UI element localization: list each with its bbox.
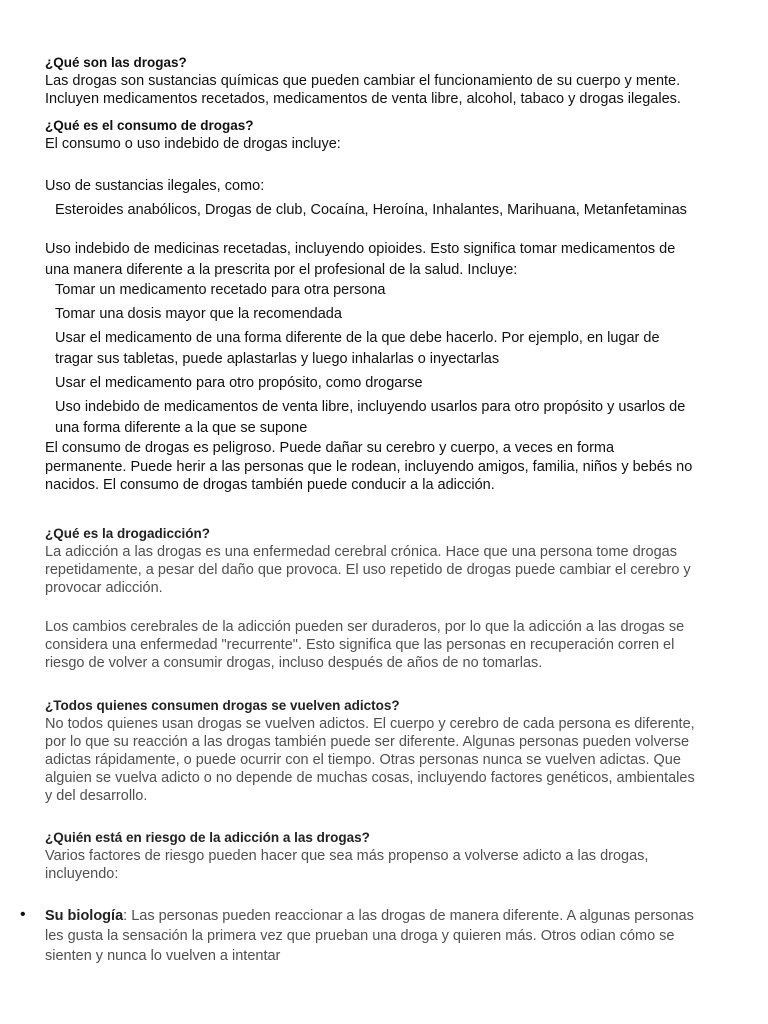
bullet-text: : Las personas pueden reaccionar a las drogas de manera diferente. A algunas personas (123, 908, 694, 924)
heading-riesgo-adiccion: ¿Quién está en riesgo de la adicción a las drogas? (45, 830, 370, 845)
list-item: Tomar una dosis mayor que la recomendada (55, 306, 342, 322)
bullet-term: Su biología (45, 908, 124, 924)
paragraph-line: permanente. Puede herir a las personas que le rodean, incluyendo amigos, familia, niños y bebés no (45, 459, 693, 475)
paragraph-line: Las drogas son sustancias químicas que pueden cambiar el funcionamiento de su cuerpo y mente. (45, 73, 681, 89)
paragraph-line: por lo que su reacción a las drogas también puede ser diferente. Algunas personas pueden volverse (45, 734, 690, 750)
heading-que-son-las-drogas: ¿Qué son las drogas? (45, 55, 187, 70)
list-item: Usar el medicamento para otro propósito, como drogarse (55, 375, 423, 391)
substance-list: Esteroides anabólicos, Drogas de club, Cocaína, Heroína, Inhalantes, Marihuana, Metanfetaminas (55, 202, 687, 218)
paragraph-line: una manera diferente a la prescrita por el profesional de la salud. Incluye: (45, 262, 518, 278)
bullet-item-biologia (20, 906, 745, 966)
heading-todos-adictos: ¿Todos quienes consumen drogas se vuelven adictos? (45, 698, 400, 713)
paragraph-line: Varios factores de riesgo pueden hacer que sea más propenso a volverse adicto a las drogas, (45, 848, 649, 864)
bullet-line (45, 906, 745, 926)
paragraph-line: La adicción a las drogas es una enfermedad cerebral crónica. Hace que una persona tome drogas (45, 544, 677, 560)
paragraph-line: nacidos. El consumo de drogas también puede conducir a la adicción. (45, 477, 495, 493)
paragraph-line: alguien se vuelva adicto o no depende de muchas cosas, incluyendo factores genéticos, ambientales (45, 770, 695, 786)
bullet-line: sienten y nunca lo vuelven a intentar (45, 948, 281, 964)
heading-drogadiccion: ¿Qué es la drogadicción? (45, 526, 211, 541)
paragraph-line: Uso indebido de medicinas recetadas, incluyendo opioides. Esto significa tomar medicamentos de (45, 241, 676, 257)
paragraph-line: Incluyen medicamentos recetados, medicamentos de venta libre, alcohol, tabaco y drogas ilegales. (45, 91, 681, 107)
paragraph-line: considera una enfermedad "recurrente". Esto significa que las personas en recuperación corren el (45, 637, 675, 653)
heading-consumo-de-drogas: ¿Qué es el consumo de drogas? (45, 118, 254, 133)
paragraph-line: provocar adicción. (45, 580, 163, 596)
bullet-line: les gusta la sensación la primera vez que prueban una droga y quieren más. Otros odian cómo se (45, 928, 675, 944)
paragraph-line: y del desarrollo. (45, 788, 148, 804)
list-item-continuation: tragar sus tabletas, puede aplastarlas y luego inhalarlas o inyectarlas (55, 351, 500, 367)
paragraph-line: El consumo o uso indebido de drogas incluye: (45, 136, 341, 152)
paragraph-line: No todos quienes usan drogas se vuelven adictos. El cuerpo y cerebro de cada persona es diferente, (45, 716, 695, 732)
paragraph-line: incluyendo: (45, 866, 119, 882)
list-item: Tomar un medicamento recetado para otra persona (55, 282, 386, 298)
list-item: Usar el medicamento de una forma diferente de la que debe hacerlo. Por ejemplo, en lugar de (55, 330, 660, 346)
paragraph-line: Los cambios cerebrales de la adicción pueden ser duraderos, por lo que la adicción a las drogas se (45, 619, 685, 635)
list-item-continuation: una forma diferente a la que se supone (55, 420, 308, 436)
paragraph-line: adictas rápidamente, o puede ocurrir con el tiempo. Otras personas nunca se vuelven adictas. Que (45, 752, 681, 768)
paragraph-line: El consumo de drogas es peligroso. Puede dañar su cerebro y cuerpo, a veces en forma (45, 440, 615, 456)
list-item: Uso indebido de medicamentos de venta libre, incluyendo usarlos para otro propósito y usarlos de (55, 399, 686, 415)
paragraph-line: riesgo de volver a consumir drogas, incluso después de años de no tomarlas. (45, 655, 543, 671)
paragraph-line: repetidamente, a pesar del daño que provoca. El uso repetido de drogas puede cambiar el cerebro y (45, 562, 691, 578)
paragraph-line: Uso de sustancias ilegales, como: (45, 178, 265, 194)
bullet-marker: • (20, 906, 26, 923)
